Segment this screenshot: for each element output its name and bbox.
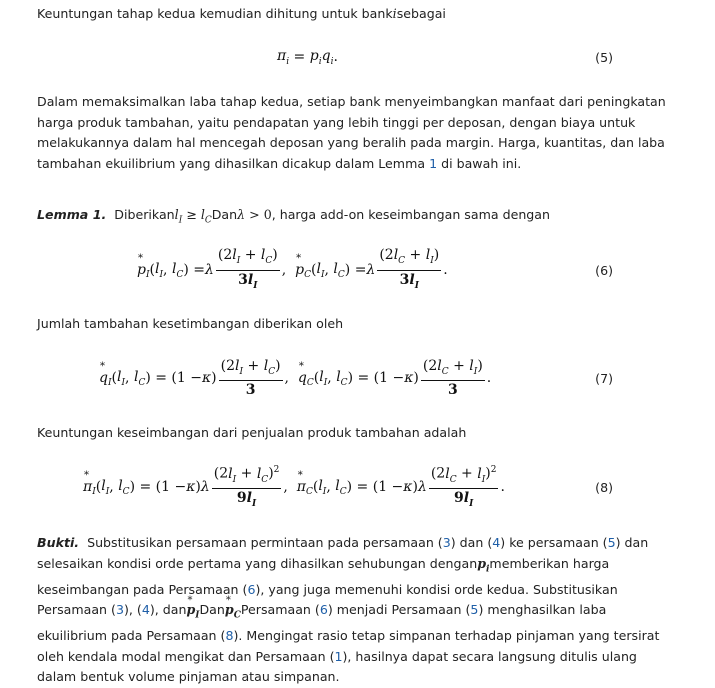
lemma-title: Lemma 1. <box>37 207 107 222</box>
intro-paragraph: Keuntungan tahap kedua kemudian dihitung untuk bankisebagai <box>37 6 446 21</box>
eq-link-5[interactable]: 5 <box>607 535 616 550</box>
equation-8: * π $_I$ ( $l_I$ , $l_C$ ) = (1 − κ ) λ $\frac{(2l_I + l_C)^2}{9l_I}$ , * π $_C$ ( $l_I$ , $l_C$ ) = (1 − κ ) λ $\frac{(2l_C + l_I)^2}{9l_I}$ . (8) <box>37 467 677 507</box>
equation-6-number: (6) <box>595 262 613 278</box>
paragraph-quantity: Jumlah tambahan kesetimbangan diberikan oleh <box>37 316 344 331</box>
eq-link-4b[interactable]: 4 <box>141 602 150 618</box>
lemma-1: Lemma 1. Diberikanl$_I$ ≥ $l_CDan\lambda > 0$, harga add-on keseimbangan sama dengan <box>37 207 550 226</box>
eq-link-8[interactable]: 8 <box>225 628 234 644</box>
paragraph-equilibrium: Dalam memaksimalkan laba tahap kedua, setiap bank menyeimbangkan manfaat dari peningkatan harga produk tambahan, yaitu pendapatan yang lebih tinggi per deposan, dengan biaya untuk melakukannya dalam hal mencegah deposan yang beralih pada margin. Harga, kuantitas, dan laba tambahan ekuilibrium yang dihasilkan dicakup dalam Lemma 1 di bawah ini. <box>37 94 666 171</box>
equation-5: $\pi_i$ = $p_iq_i$ . (5) <box>37 37 677 77</box>
eq-link-6[interactable]: 6 <box>247 581 256 597</box>
eq-link-3b[interactable]: 3 <box>115 602 124 618</box>
eq-link-6b[interactable]: 6 <box>319 602 328 618</box>
eq-link-1[interactable]: 1 <box>334 648 343 664</box>
proof-paragraph: Bukti. Substitusikan persamaan permintaan pada persamaan (3) dan (4) ke persamaan (5) dan selesaikan kondisi orde pertama yang dihasilkan sehubungan denganp$_i$memberikan harga keseimbangan pada Persamaan (6), yang juga memenuhi kondisi orde kedua. Substitusikan Persamaan (3), (4), dan* $p_IDan*$ $p_CPersamaan$ (6) menjadi Persamaan (5) menghasilkan laba ekuilibrium pada Persamaan (8). Mengingat rasio tetap simpanan terhadap pinjaman yang tersirat oleh kendala modal mengikat dan Persamaan (1), hasilnya dapat secara langsung ditulis ulang dalam bentuk volume pinjaman atau simpanan. <box>37 533 667 688</box>
equation-7-number: (7) <box>595 370 613 386</box>
equation-5-number: (5) <box>595 49 613 65</box>
lemma-link[interactable]: 1 <box>429 155 438 171</box>
eq-link-5b[interactable]: 5 <box>470 602 479 618</box>
equation-7: * q $_I$ ( $l_I$ , $l_C$ ) = (1 − κ ) $\frac{(2l_I + l_C)}{3}$ , * q $_C$ ( $l_I$ , $l_C$ ) = (1 − κ ) $\frac{(2l_C + l_I)}{3}$ . (7) <box>37 358 677 398</box>
eq-link-3[interactable]: 3 <box>442 535 451 550</box>
equation-6: * p $_I$ ( $l_I$ , $l_C$ ) = λ $\frac{(2l_I + l_C)}{3l_I}$ , * p $_C$ ( $l_I$ , $l_C$ ) = λ $\frac{(2l_C + l_I)}{3l_I}$ . (6) <box>37 250 677 290</box>
proof-title: Bukti. <box>37 535 80 550</box>
eq-link-4[interactable]: 4 <box>492 535 501 550</box>
paragraph-profit: Keuntungan keseimbangan dari penjualan produk tambahan adalah <box>37 425 467 440</box>
equation-8-number: (8) <box>595 479 613 495</box>
